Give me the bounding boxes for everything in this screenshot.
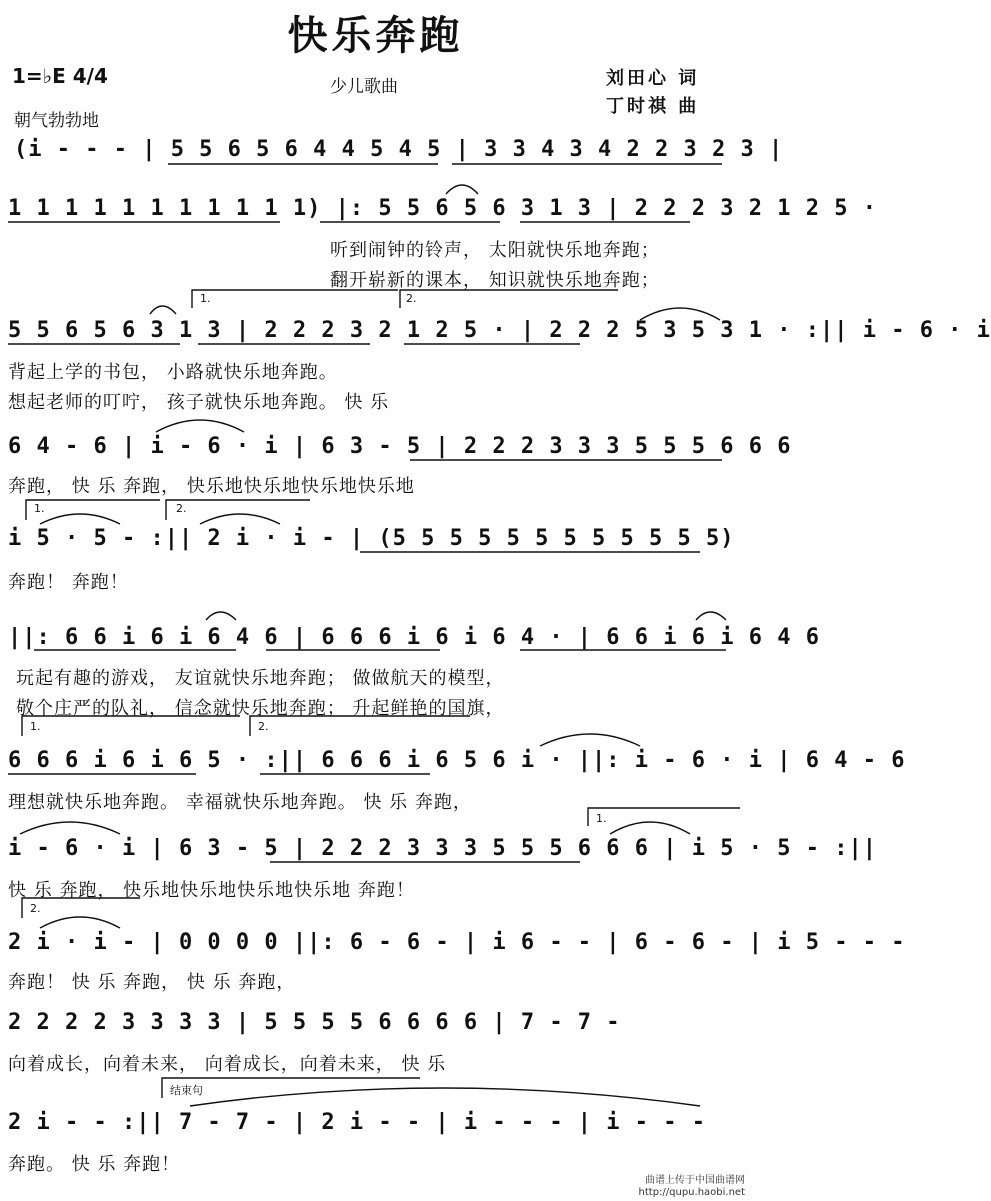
notation-row-8: i - 6 · i | 6 3 - 5 | 2 2 2 3 3 3 5 5 5 6 6 6 | i 5 · 5 - :|| [8,836,877,861]
song-title: 快乐奔跑 [287,13,464,59]
volta-label: 2. [258,720,269,733]
lyric-row-3-verse-1: 背起上学的书包， 小路就快乐地奔跑。 [8,362,338,383]
notation-row-6: ||: 6 6 i 6 i 6 4 6 | 6 6 6 i 6 i 6 4 · | 6 6 i 6 i 6 4 6 [8,625,820,650]
notation-row-4: 6 4 - 6 | i - 6 · i | 6 3 - 5 | 2 2 2 3 3 3 5 5 5 6 6 6 [8,434,792,459]
composer-credit: 丁时祺 曲 [606,96,700,117]
source-watermark [639,1175,745,1199]
notation-row-5: i 5 · 5 - :|| 2 i · i - | (5 5 5 5 5 5 5 5 5 5 5 5) [8,526,735,551]
key-signature: 1=♭E 4/4 [12,64,108,88]
lyric-row-7: 理想就快乐地奔跑。 幸福就快乐地奔跑。 快 乐 奔跑， [8,792,472,813]
lyric-row-11: 奔跑。 快 乐 奔跑！ [8,1154,181,1175]
volta-label: 1. [34,502,45,515]
lyric-row-8: 快 乐 奔跑， 快乐地快乐地快乐地快乐地 奔跑！ [8,880,415,901]
lyric-row-2-verse-2: 翻开崭新的课本， 知识就快乐地奔跑； [330,270,660,291]
lyric-row-6-verse-1: 玩起有趣的游戏， 友谊就快乐地奔跑； 做做航天的模型， [16,668,505,689]
notation-row-11: 2 i - - :|| 7 - 7 - | 2 i - - | i - - - | i - - - [8,1110,707,1135]
notation-row-10: 2 2 2 2 3 3 3 3 | 5 5 5 5 6 6 6 6 | 7 - 7 - [8,1010,621,1035]
watermark-line-2: http://qupu.haobi.net [638,1187,745,1198]
volta-label: 2. [30,902,41,915]
lyric-row-10: 向着成长，向着未来， 向着成长，向着未来， 快 乐 [8,1054,447,1075]
volta-label: 2. [406,292,417,305]
lyric-row-9: 奔跑！ 快 乐 奔跑， 快 乐 奔跑， [8,972,296,993]
notation-row-1: (i - - - | 5 5 6 5 6 4 4 5 4 5 | 3 3 4 3 4 2 2 3 2 3 | [14,137,784,162]
volta-label: 1. [596,812,607,825]
notation-row-9: 2 i · i - | 0 0 0 0 ||: 6 - 6 - | i 6 - - | 6 - 6 - | i 5 - - - [8,930,906,955]
volta-label: 1. [200,292,211,305]
lyric-row-6-verse-2: 敬个庄严的队礼， 信念就快乐地奔跑； 升起鲜艳的国旗， [16,698,505,719]
lyric-row-4: 奔跑， 快 乐 奔跑， 快乐地快乐地快乐地快乐地 [8,476,415,497]
notation-row-2: 1 1 1 1 1 1 1 1 1 1 1) |: 5 5 6 5 6 3 1 3 | 2 2 2 3 2 1 2 5 · [8,196,877,221]
tempo-marking: 朝气勃勃地 [14,111,99,131]
volta-label: 结束句 [170,1084,203,1097]
genre-label: 少儿歌曲 [330,77,398,97]
watermark-line-1: 曲谱上传于中国曲谱网 [645,1175,745,1186]
notation-row-3: 5 5 6 5 6 3 1 3 | 2 2 2 3 2 1 2 5 · | 2 2 2 5 3 5 3 1 · :|| i - 6 · i [8,318,991,343]
lyricist-credit: 刘田心 词 [606,68,700,89]
lyric-row-3-verse-2: 想起老师的叮咛， 孩子就快乐地奔跑。 快 乐 [8,392,390,413]
volta-label: 2. [176,502,187,515]
notation-row-7: 6 6 6 i 6 i 6 5 · :|| 6 6 6 i 6 5 6 i · ||: i - 6 · i | 6 4 - 6 [8,748,906,773]
volta-label: 1. [30,720,41,733]
lyric-row-2-verse-1: 听到闹钟的铃声， 太阳就快乐地奔跑； [330,240,660,261]
lyric-row-5: 奔跑！ 奔跑！ [8,572,129,593]
